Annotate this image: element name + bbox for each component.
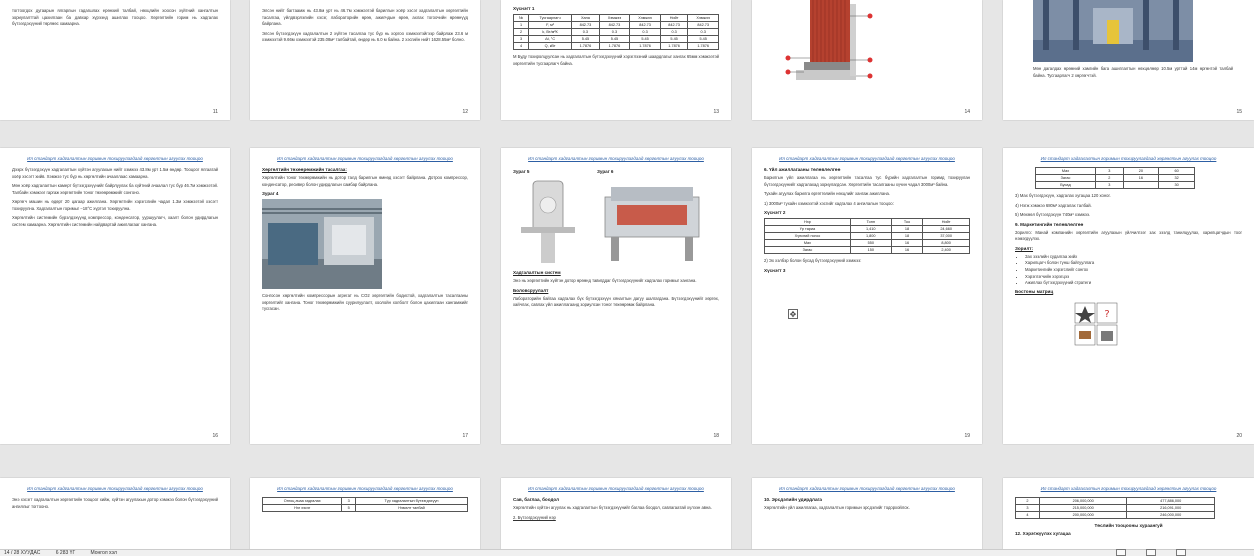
table-cell: 3: [1095, 182, 1123, 189]
body-text: Хөргөлтийн тоног төхөөрөмжийн нь дотор талд барилгын өмнөд хэсэгт байрлана. Дотроо компрессор, конденсатор, ресивер болон удирдлагын самбар байрлана.: [262, 175, 468, 187]
page-15: [1003, 0, 1254, 120]
table-cell: 1.7876: [688, 43, 719, 50]
body-text: Тухайн агуулах барилга өргөтгөлийн нөхцлийг хангаж ажиллана.: [764, 191, 890, 196]
body-text: Энэ хэсэгт хадгалалтын хөргөлтийн тооцоог хийж, хүйтэн агуулахын дотор хэмжээ болон бүтээгдэхүүний ангиллыг тогтооно.: [12, 497, 218, 509]
page-number: 19: [964, 433, 970, 439]
table-header: Тоо: [891, 219, 923, 226]
table-cell: 4: [514, 43, 529, 50]
body-text: Лабораторийн байгаа хадгалах бүх бүтээгдэхүүн хяналтын дагуу шалгагдана. Бүтээгдэхүүнийг хөргөх, хайчлах, савлах үйл ажиллагаанд зориулсан тоног төхөөрөмж байрлана.: [513, 295, 719, 307]
page-number: 15: [1236, 109, 1242, 115]
table-cell: 215,000,000: [1039, 505, 1127, 512]
table-cell: 5.45: [572, 36, 600, 43]
table-cell: 1.7876: [660, 43, 688, 50]
data-table: [1035, 167, 1195, 189]
figure-label: Зураг 4: [262, 191, 279, 196]
table-cell: 24,660: [923, 226, 970, 233]
page-24: [752, 478, 982, 550]
table-header: Хэмжээ: [599, 15, 630, 22]
svg-text:?: ?: [1104, 309, 1110, 321]
table-header: Хэмжээ: [630, 15, 661, 22]
list-item: • Ажиллах бүтээгдэхүүний стратеги: [1025, 280, 1242, 287]
table-cell: 216,091,000: [1127, 505, 1215, 512]
table-cell: 1.7876: [630, 43, 661, 50]
page-header: Ил стандарт хадгалалтын горимын тохируулагдаад хөргөлтын агуулах тооцоо: [1040, 486, 1217, 491]
table-cell: Нэмэлт талбай: [355, 505, 467, 512]
page-12: [250, 0, 480, 120]
table-row: [765, 240, 970, 247]
section-heading: Сав, баглаа, боодол: [513, 497, 559, 502]
print-layout-button[interactable]: [1146, 549, 1156, 556]
page-25: [1003, 478, 1254, 550]
figure-row: [513, 167, 719, 268]
body-text: Хөргөлтийн системийн бүрэлдэхүүнд компрессор, конденсатор, ууршуулагч, хаалт болон удирдлагын систем хамаарна. Хөргөлтийн системийн найдвартай ажиллагааг хангана.: [12, 215, 218, 227]
section-heading: Хөргөлтийн төхөөрөмжийн тасалгаа:: [262, 167, 347, 172]
table-cell: Загас: [765, 247, 851, 254]
page-header: Ил стандарт хадгалалтын горимын тохируулагдаад хөргөлтын агуулах тооцоо: [779, 156, 955, 161]
body-text: Барилгын үйл ажиллагаа нь хөргөлтийн тасалгаа тус бүрийн хадгалалтын горимд тохируулан бүтээгдэхүүнийг хадгалахад зориулагдсан. Хөргөлтийн тасалгааны хүчин чадал 3000м³ байна.: [764, 175, 970, 187]
list-item: • Хэрэглэгчийн хэрэгцээ: [1025, 274, 1242, 281]
table-cell: 842.73: [688, 22, 719, 29]
table-cell: 200,000,000: [1039, 512, 1127, 519]
table-cell: 5.45: [688, 36, 719, 43]
read-mode-button[interactable]: [1116, 549, 1126, 556]
table-label: Хүснэгт 1: [513, 6, 535, 11]
compressor-room-photo: [262, 199, 382, 289]
table-cell: 60: [1159, 168, 1195, 175]
section-heading: 6. Үйл ажиллагааны төлөвлөлгөө: [764, 167, 841, 172]
table-cell: 20: [1123, 168, 1159, 175]
table-cell: 5.45: [630, 36, 661, 43]
page-13: [501, 0, 731, 120]
table-cell: Q, кВт: [529, 43, 572, 50]
table-label: Хүснэгт 2: [764, 210, 786, 215]
body-text: Дээрх бүтээгдэхүүн хадгалалтын хүйтэн агуулахын нийт хэмжээ 43.8м урт 1.5м өндөр. Тооцоог ялгаатай хоёр хэсэгт хийв. Хэмжээ тус бүр нь хөргөлтийн ачааллаас хамаарна.: [12, 167, 218, 179]
warehouse-photo: [1033, 0, 1193, 62]
section-heading: Бостоны матриц: [1015, 289, 1054, 295]
boston-matrix-diagram: [1035, 297, 1125, 357]
section-heading: Боловсруулалт: [513, 287, 549, 293]
table-row: [1016, 512, 1215, 519]
bullet-list: [1015, 254, 1242, 288]
figure-5: [513, 167, 583, 268]
table-row: [1036, 182, 1195, 189]
table-cell: 1,800: [850, 233, 891, 240]
page-number: 20: [1236, 433, 1242, 439]
table-header: Тонн: [850, 219, 891, 226]
table-cell: 5: [342, 505, 356, 512]
table-cell: k, Вт/м²К: [529, 29, 572, 36]
table-cell: 0.3: [572, 29, 600, 36]
table-row: [514, 22, 719, 29]
table-cell: 842.73: [599, 22, 630, 29]
table-header: Нийт: [660, 15, 688, 22]
list-item: • Маркетингийн хэрэгслийг сонгох: [1025, 267, 1242, 274]
section-heading: 12. Хэрэгжүүлэх хугацаа: [1015, 531, 1071, 536]
page-16: [0, 148, 230, 444]
table-cell: Мах: [1036, 168, 1096, 175]
table-cell: 0.3: [630, 29, 661, 36]
table-header: Хэмжээ: [688, 15, 719, 22]
body-text: тогтоогдох дугаарын ялгарлын гадагшлах ерөнхий талбай, нөхцлийн хоосон хүйтний хангалтын зориулалттай цахилгаан ба давхар хүрээнд ашиглах тооцоо. Хөргөлтийн горим нь хадгалах бүтээгдэхүүний төрлөөс хамаарна.: [12, 8, 218, 26]
table-row: [1016, 505, 1215, 512]
page-header: Ил стандарт хадгалалтын горимын тохируулагдаад хөргөлтын агуулах тооцоо: [528, 486, 704, 491]
page-11: [0, 0, 230, 120]
table-cell: Онгоц ачаа хадгалах: [263, 498, 342, 505]
table-cell: 246,000,000: [1127, 512, 1215, 519]
table-row: [765, 233, 970, 240]
table-cell: 206,000,000: [1039, 498, 1127, 505]
table-cell: 18: [891, 226, 923, 233]
list-item: 1) 3000м³ тухайн хэмжээтэй хэсгийг хадгалах 4 ангилалын тооцоо:: [764, 200, 894, 206]
body-text: Энэ нь хөргөлтийн хүйтэн дотор өрөөнд тавигддаг бүтээгдэхүүнийг хадгалах горимыг хангана.: [513, 278, 697, 283]
table-cell: 5.45: [660, 36, 688, 43]
list-item: 2) Эх хэлбэр болон бусад бүтээгдэхүүний хэмжээ:: [764, 258, 862, 263]
page-22: [250, 478, 480, 550]
table-cell: Үр тариа: [765, 226, 851, 233]
body-text: Элсэн нийт багтаамж нь 43.8м урт нь 46.7м хэмжээтэй барилгын хоёр хэсэг хадгалалтын хөргөлтийн тасалгаа, үйлдвэрлэлийн хэсэг, лабораторийн өрөө, ажилчдын өрөө, ахлах тогоочийн өрөөнүүд байрлана.: [262, 8, 468, 26]
page-number: 18: [713, 433, 719, 439]
list-item: • Харилцагч болон түнш байгууллага: [1025, 260, 1242, 267]
page-number: 16: [212, 433, 218, 439]
page-count[interactable]: 14 / 28 ХУУДАС: [4, 550, 41, 556]
table-cell: 2: [1095, 175, 1123, 182]
figure-6: [597, 167, 707, 268]
wall-panel-diagram: [782, 0, 892, 100]
body-text: Элсэн бүтээгдэхүүн хадгалалтын 2 хүйтэн тасалгаа тус бүр нь хоргоо хэмжээтэйгээр байрлаж 23.6 м хэмжээтэй 9.66м хэмжээтэй 235.08м² талбайтай, өндөр нь 6.0 м байна. 2 хэсгийн нийт 1628.55м² болно.: [262, 30, 468, 42]
table-header: Тусгаарлагч: [529, 15, 572, 22]
table-cell: 0.3: [688, 29, 719, 36]
body-text: Мөн дагалдах өрөөний хамгийн бага ашиглалтын нөхцөлөөр 10.5м урттай 14м өргөнтэй талбай байна. Тусгаарлагч 2 хөргөгчтэй.: [1033, 66, 1233, 78]
table-move-handle[interactable]: ✥: [789, 310, 797, 319]
table-cell: 16: [1123, 175, 1159, 182]
table-cell: 3: [1095, 168, 1123, 175]
table-cell: 150: [850, 247, 891, 254]
data-table: [764, 218, 970, 254]
body-text: Зорилго: Манай компанийн хөргөлтийн агуулахын үйлчилгээг зах зээлд танилцуулах, харилцагчдын тоог нэмэгдүүлэх.: [1015, 229, 1242, 241]
table-cell: Загас: [1036, 175, 1096, 182]
table-cell: 0.3: [660, 29, 688, 36]
bandsaw-photo: [513, 177, 583, 267]
table-cell: 5.45: [599, 36, 630, 43]
table-header-row: [765, 219, 970, 226]
language-indicator[interactable]: Монгол хэл: [90, 550, 117, 556]
table-cell: Түр хадгалалтын бүтээгдэхүүн: [355, 498, 467, 505]
section-heading: 10. Эрсдэлийн удирдлага: [764, 497, 822, 502]
page-17: [250, 148, 480, 444]
list-item: 4) Нэгж хэмжээ 680м³ хадгалах талбай.: [1015, 202, 1092, 208]
page-23: [501, 478, 731, 550]
table-cell: 2: [514, 29, 529, 36]
page-20: [1003, 148, 1254, 444]
table-cell: 550: [850, 240, 891, 247]
figure-label: Зураг 6: [597, 169, 614, 174]
data-table: [513, 14, 719, 50]
table-header: №: [514, 15, 529, 22]
page-header: Ил стандарт хадгалалтын горимын тохируулагдаад хөргөлтын агуулах тооцоо: [1040, 156, 1217, 161]
table-cell: 3: [514, 36, 529, 43]
table-cell: 3: [342, 498, 356, 505]
body-text: Мөн хоёр хадгалалтын камерт бүтээгдэхүүнийг байрлуулах ба хүйтний ачаалал тус бүр 46.7м хэмжээтэй. Талбайн хэмжээг гаргаж хөргөлтийн тоног төхөөрөмжийг сонгоно.: [12, 183, 218, 195]
body-text: Хөргөлтийн үйл ажиллагаа, хадгалалтын горимын эрсдэлийг тодорхойлох.: [764, 505, 910, 510]
table-cell: 2: [1016, 498, 1040, 505]
table-cell: 1.7876: [599, 43, 630, 50]
table-cell: Бусад: [1036, 182, 1096, 189]
page-header: Ил стандарт хадгалалтын горимын тохируулагдаад хөргөлтын агуулах тооцоо: [27, 156, 203, 161]
table-cell: 32: [1159, 175, 1195, 182]
sub-heading: Зорилт:: [1015, 245, 1034, 251]
figure-label: Зураг 5: [513, 169, 530, 174]
page-number: 11: [212, 109, 218, 115]
table-cell: 477,886,000: [1127, 498, 1215, 505]
table-cell: 8,800: [923, 240, 970, 247]
packaging-machine-photo: [597, 177, 707, 267]
body-text: М Буду тохиролцуулсан нь хадгалалтын бүтээгдэхүүний хэрэглээний шаардлагыг хангах 65мм хэмжээтэй хөргөлтийн тусгаарлагч байна.: [513, 54, 719, 66]
section-heading: 9. Маркетингийн төлөвлөлгөө: [1015, 221, 1084, 227]
list-item: 5) Мөхөөл бүтээгдэхүүн 740м³ хэмжээ.: [1015, 212, 1091, 217]
page-header: Ил стандарт хадгалалтын горимын тохируулагдаад хөргөлтын агуулах тооцоо: [27, 486, 203, 491]
body-text: Хөргөгч машин нь өдөрт 20 цагаар ажиллана. Хөргөлтийн хэрэгслийн чадал 1.3м хэмжээтэй хэсэгт тохируулна. Хадгалалтын горимыг −18°C хүртэл тохируулна.: [12, 199, 218, 211]
page-number: 17: [462, 433, 468, 439]
table-cell: F, м²: [529, 22, 572, 29]
table-cell: 1: [514, 22, 529, 29]
page-header: Ил стандарт хадгалалтын горимын тохируулагдаад хөргөлтын агуулах тооцоо: [277, 156, 453, 161]
table-cell: 842.73: [660, 22, 688, 29]
list-item: • Зах зээлийн судалгаа хийх: [1025, 254, 1242, 261]
table-header: Нэр: [765, 219, 851, 226]
table-cell: 0.3: [599, 29, 630, 36]
table-cell: 3: [1016, 505, 1040, 512]
page-14: [752, 0, 982, 120]
table-cell: Хүнсний ногоо: [765, 233, 851, 240]
table-row: [1036, 168, 1195, 175]
table-cell: 37,000: [923, 233, 970, 240]
page-19: [752, 148, 982, 444]
word-count[interactable]: 6 283 ҮГ: [55, 550, 76, 556]
table-cell: 16: [891, 247, 923, 254]
table-cell: 842.73: [630, 22, 661, 29]
table-cell: 18: [891, 233, 923, 240]
page-18: [501, 148, 731, 444]
list-item: 3) Мах бүтээгдэхүүн, хадгалах хугацаа 120 хоног.: [1015, 193, 1111, 198]
table-cell: Δt, °C: [529, 36, 572, 43]
table-row: [1016, 498, 1215, 505]
table-header: Нийт: [923, 219, 970, 226]
table-cell: Мах: [765, 240, 851, 247]
table-cell: 4: [1016, 512, 1040, 519]
table-row: [514, 29, 719, 36]
table-cell: Нэг хэсэг: [263, 505, 342, 512]
page-header: Ил стандарт хадгалалтын горимын тохируулагдаад хөргөлтын агуулах тооцоо: [277, 486, 453, 491]
section-heading: Хадгалалтын систем: [513, 270, 561, 275]
status-bar: [0, 549, 1254, 556]
table-label: Хүснэгт 3: [764, 267, 786, 273]
table-row: [263, 505, 468, 512]
page-header: Ил стандарт хадгалалтын горимын тохируулагдаад хөргөлтын агуулах тооцоо: [779, 486, 955, 491]
table-row: [514, 36, 719, 43]
page-number: 14: [964, 109, 970, 115]
list-item: 2. Бүтээгдэхүүний нэр: [513, 514, 556, 520]
page-header: Ил стандарт хадгалалтын горимын тохируулагдаад хөргөлтын агуулах тооцоо: [528, 156, 704, 161]
table-cell: [1123, 182, 1159, 189]
table-row: [765, 247, 970, 254]
table-title: Төслийн тооцооны хураангуй: [1094, 523, 1163, 528]
table-cell: 1,410: [850, 226, 891, 233]
table-cell: 16: [891, 240, 923, 247]
data-table: [1015, 497, 1215, 519]
table-cell: 2,400: [923, 247, 970, 254]
table-cell: 842.73: [572, 22, 600, 29]
table-cell: 30: [1159, 182, 1195, 189]
page-number: 13: [713, 109, 719, 115]
table-row: [263, 498, 468, 505]
web-layout-button[interactable]: [1176, 549, 1186, 556]
table-cell: 1.7876: [572, 43, 600, 50]
data-table: [262, 497, 468, 512]
table-row: [765, 226, 970, 233]
body-text: Хөргөлтийн хүйтэн агуулах нь хадгалалтын бүтээгдэхүүнийг баглаа боодол, савлагаатай хүлээн авна.: [513, 505, 712, 510]
page-21: [0, 478, 230, 550]
table-row: [1036, 175, 1195, 182]
page-number: 12: [462, 109, 468, 115]
table-header: Хана: [572, 15, 600, 22]
table-header-row: [514, 15, 719, 22]
table-row: [514, 43, 719, 50]
figure-caption: Сонгосон хөргөлтийн компрессорын агрегат нь CO2 хөргөлтийн бодистой, хадгалалтын тасалгааны хөргөлтийг хангана. Тоног төхөөрөмжийн суурилуулалт, хоолойн холболт болон цахилгаан хангамжийг тусгасан.: [262, 293, 468, 311]
